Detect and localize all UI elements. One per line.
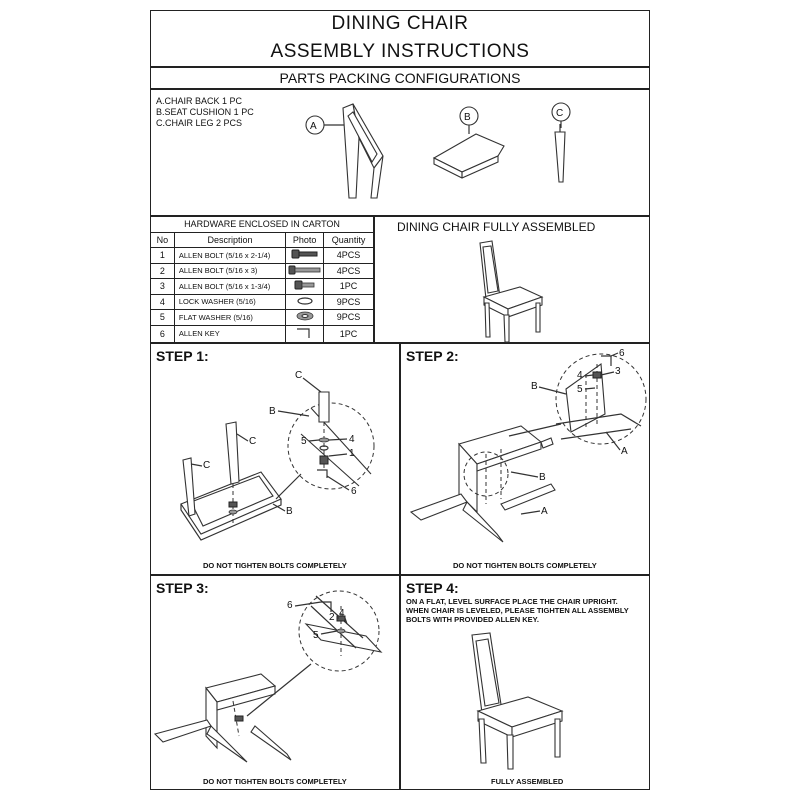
row-qty: 4PCS bbox=[324, 263, 374, 279]
step3-callout-5: 5 bbox=[313, 630, 319, 641]
bolt-long-icon bbox=[286, 248, 324, 264]
row-qty: 9PCS bbox=[324, 294, 374, 310]
step-1-note: DO NOT TIGHTEN BOLTS COMPLETELY bbox=[203, 561, 347, 570]
step-4-instruction-3: BOLTS WITH PROVIDED ALLEN KEY. bbox=[406, 615, 539, 624]
step3-callout-6: 6 bbox=[287, 600, 293, 611]
allen-key-icon bbox=[286, 325, 324, 342]
step1-callout-6: 6 bbox=[351, 486, 357, 497]
step2-callout-a-top: A bbox=[621, 446, 628, 457]
row-desc: ALLEN BOLT (5/16 x 2-1/4) bbox=[174, 248, 285, 264]
col-photo: Photo bbox=[286, 232, 324, 248]
col-no: No bbox=[151, 232, 175, 248]
step2-callout-5: 5 bbox=[577, 384, 583, 395]
step3-callout-2: 2 bbox=[329, 612, 335, 623]
assembled-heading: DINING CHAIR FULLY ASSEMBLED bbox=[397, 220, 596, 234]
part-item-c: C.CHAIR LEG 2 PCS bbox=[156, 118, 243, 128]
step2-callout-3: 3 bbox=[615, 366, 621, 377]
row-no: 3 bbox=[151, 279, 175, 295]
step-1-title: STEP 1: bbox=[156, 348, 209, 364]
row-desc: FLAT WASHER (5/16) bbox=[174, 310, 285, 326]
step-4-title: STEP 4: bbox=[406, 580, 459, 596]
table-row bbox=[151, 310, 374, 326]
row-desc: ALLEN BOLT (5/16 x 3) bbox=[174, 263, 285, 279]
title-line-2: ASSEMBLY INSTRUCTIONS bbox=[270, 41, 530, 62]
flat-washer-icon bbox=[286, 310, 324, 326]
step-3-note: DO NOT TIGHTEN BOLTS COMPLETELY bbox=[203, 777, 347, 786]
chair-back-illustration bbox=[301, 98, 401, 208]
step1-callout-5: 5 bbox=[301, 436, 307, 447]
row-desc: ALLEN KEY bbox=[174, 325, 285, 342]
title-line-1: DINING CHAIR bbox=[331, 13, 469, 34]
parts-heading-box bbox=[150, 67, 650, 89]
step2-callout-a-bottom: A bbox=[541, 506, 548, 517]
col-quantity: Quantity bbox=[324, 232, 374, 248]
row-no: 4 bbox=[151, 294, 175, 310]
table-row bbox=[151, 294, 374, 310]
step1-callout-c-left: C bbox=[203, 460, 211, 471]
step-4-panel bbox=[400, 575, 650, 790]
step3-callout-4: 4 bbox=[339, 608, 345, 619]
step-3-panel bbox=[150, 575, 400, 790]
part-label-b: B bbox=[464, 112, 471, 123]
row-qty: 1PC bbox=[324, 279, 374, 295]
row-no: 6 bbox=[151, 325, 175, 342]
hardware-caption-row bbox=[151, 217, 374, 233]
step1-callout-4: 4 bbox=[349, 434, 355, 445]
step-1-panel bbox=[150, 343, 400, 575]
hardware-table bbox=[150, 216, 374, 343]
step-3-diagram bbox=[151, 576, 401, 791]
assembled-section bbox=[374, 216, 650, 343]
step-1-diagram bbox=[151, 364, 401, 554]
row-no: 5 bbox=[151, 310, 175, 326]
row-qty: 9PCS bbox=[324, 310, 374, 326]
step2-callout-b-mid: B bbox=[539, 472, 546, 483]
step1-callout-b-top: B bbox=[269, 406, 276, 417]
step-3-title: STEP 3: bbox=[156, 580, 209, 596]
part-item-a: A.CHAIR BACK 1 PC bbox=[156, 96, 243, 106]
col-description: Description bbox=[174, 232, 285, 248]
table-row bbox=[151, 263, 374, 279]
row-qty: 1PC bbox=[324, 325, 374, 342]
step-4-instruction-2: WHEN CHAIR IS LEVELED, PLEASE TIGHTEN ALL ASSEMBLY bbox=[406, 606, 629, 615]
step-2-diagram bbox=[401, 344, 651, 574]
bolt-short-icon bbox=[286, 279, 324, 295]
row-qty: 4PCS bbox=[324, 248, 374, 264]
seat-cushion-illustration bbox=[426, 100, 526, 180]
step2-callout-b-top: B bbox=[531, 381, 538, 392]
table-row bbox=[151, 279, 374, 295]
row-desc: LOCK WASHER (5/16) bbox=[174, 294, 285, 310]
step-4-note: FULLY ASSEMBLED bbox=[491, 777, 564, 786]
part-label-c: C bbox=[556, 108, 564, 119]
step-2-note: DO NOT TIGHTEN BOLTS COMPLETELY bbox=[453, 561, 597, 570]
step-4-instruction-1: ON A FLAT, LEVEL SURFACE PLACE THE CHAIR UPRIGHT. bbox=[406, 597, 618, 606]
bolt-longer-icon bbox=[286, 263, 324, 279]
lock-washer-icon bbox=[286, 294, 324, 310]
step-2-title: STEP 2: bbox=[406, 348, 459, 364]
step2-callout-6: 6 bbox=[619, 348, 625, 359]
part-item-b: B.SEAT CUSHION 1 PC bbox=[156, 107, 254, 117]
chair-leg-illustration bbox=[541, 102, 581, 192]
row-no: 2 bbox=[151, 263, 175, 279]
hardware-header-row bbox=[151, 232, 374, 248]
parts-section bbox=[150, 89, 650, 216]
part-label-a: A bbox=[310, 121, 317, 132]
parts-heading: PARTS PACKING CONFIGURATIONS bbox=[279, 70, 521, 86]
table-row bbox=[151, 248, 374, 264]
step1-callout-b-bottom: B bbox=[286, 506, 293, 517]
step1-callout-c-top: C bbox=[295, 370, 303, 381]
step1-callout-1: 1 bbox=[349, 448, 355, 459]
row-no: 1 bbox=[151, 248, 175, 264]
step-2-panel bbox=[400, 343, 650, 575]
assembled-chair-illustration bbox=[470, 239, 550, 344]
hardware-caption: HARDWARE ENCLOSED IN CARTON bbox=[151, 217, 374, 233]
title-box bbox=[150, 10, 650, 67]
table-row bbox=[151, 325, 374, 342]
step2-callout-4: 4 bbox=[577, 370, 583, 381]
step1-callout-c-mid: C bbox=[249, 436, 257, 447]
step-4-chair-illustration bbox=[466, 631, 576, 771]
row-desc: ALLEN BOLT (5/16 x 1-3/4) bbox=[174, 279, 285, 295]
